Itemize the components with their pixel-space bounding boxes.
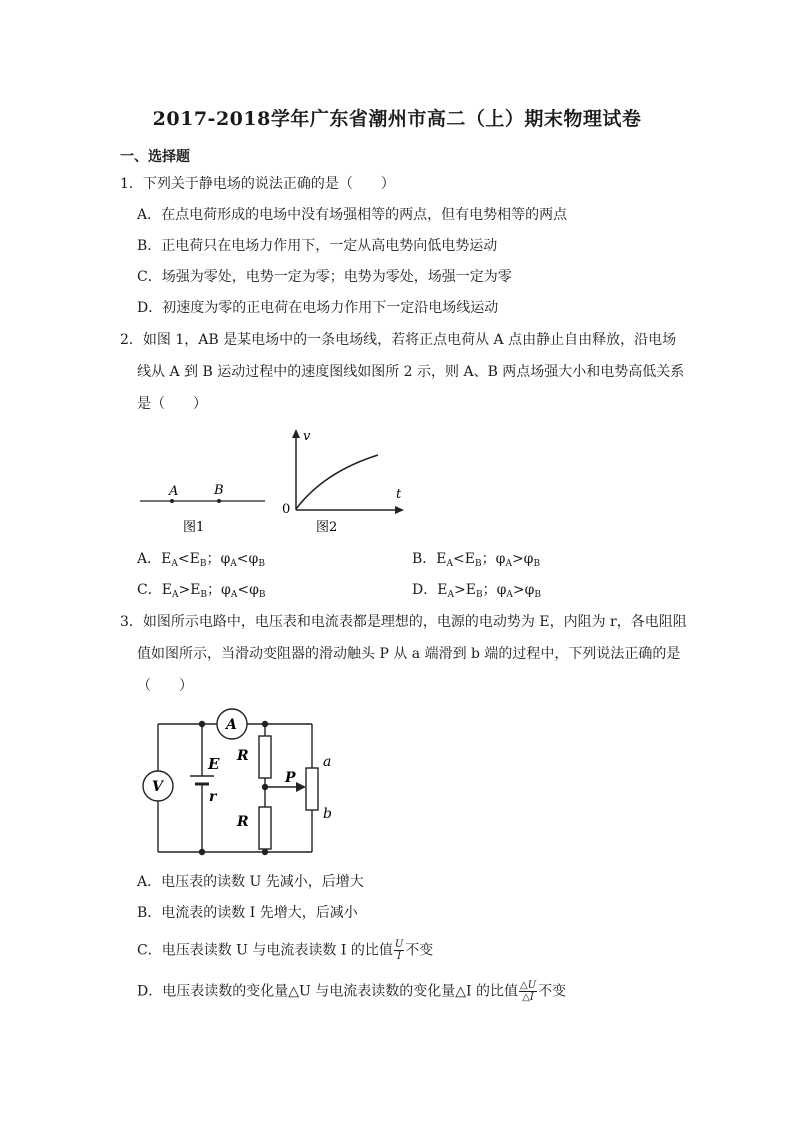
q2-stem-line2: 线从 A 到 B 运动过程中的速度图线如图所 2 示，则 A、B 两点场强大小和电势高低关系	[137, 364, 685, 380]
q3-circuit	[130, 700, 350, 865]
q2-stem-line3: 是（ ）	[137, 396, 207, 412]
resistor-bottom-label: R	[237, 814, 249, 830]
slider-label: P	[285, 770, 296, 786]
section-heading: 一、选择题	[120, 149, 190, 165]
q3-stem-line3: （ ）	[137, 678, 193, 694]
point-a-dot	[170, 499, 174, 503]
page-title: 2017-2018学年广东省潮州市高二（上）期末物理试卷	[152, 108, 642, 130]
q3-stem-line2: 值如图所示，当滑动变阻器的滑动触头 P 从 a 端滑到 b 端的过程中，下列说法正确的是	[137, 646, 681, 662]
q2-option-d: D．$E_A>E_B$；$\varphi_A>\varphi_B$	[412, 582, 542, 600]
resistor-top	[259, 736, 271, 778]
junction-dot	[199, 721, 205, 727]
q3-option-c: C．电压表读数 U 与电流表读数 I 的比值 $\frac{U}{I}$ 不变	[137, 939, 434, 962]
junction-dot	[199, 849, 205, 855]
ammeter-label: A	[226, 717, 237, 733]
x-axis-label: t	[396, 487, 402, 502]
q1-stem: 1．下列关于静电场的说法正确的是（ ）	[120, 176, 395, 192]
q1-option-a: A．在点电荷形成的电场中没有场强相等的两点，但有电势相等的两点	[137, 207, 568, 223]
fig2-caption: 图2	[316, 520, 338, 535]
q1-option-b: B．正电荷只在电场力作用下，一定从高电势向低电势运动	[137, 238, 498, 254]
junction-dot	[262, 849, 268, 855]
y-axis-label: v	[303, 429, 311, 444]
q2-figures	[130, 420, 430, 542]
end-a-label: a	[323, 754, 332, 770]
q2-stem-line1: 2．如图 1，AB 是某电场中的一条电场线，若将正点电荷从 A 点由静止自由释放，沿电场	[120, 332, 677, 348]
internal-resistance-label: r	[209, 789, 217, 805]
point-b-dot	[217, 499, 221, 503]
origin-label: 0	[282, 502, 291, 517]
q2-option-c: C．$E_A>E_B$；$\varphi_A<\varphi_B$	[137, 582, 266, 600]
q3-option-a: A．电压表的读数 U 先减小，后增大	[137, 874, 364, 890]
q2-option-b: B．$E_A<E_B$；$\varphi_A>\varphi_B$	[412, 551, 541, 569]
emf-label: E	[208, 755, 220, 773]
point-b-label: B	[214, 483, 224, 498]
ratio-delta-u-over-delta-i: $\frac{\triangle U}{\triangle I}$	[520, 980, 537, 1003]
q3-option-d: D．电压表读数的变化量△U 与电流表读数的变化量△I 的比值 $\frac{\triangle U}{\triangle I}$ 不变	[137, 980, 567, 1003]
velocity-curve	[296, 455, 378, 509]
point-a-label: A	[169, 484, 179, 499]
end-b-label: b	[323, 806, 332, 822]
y-axis-arrow-icon	[292, 429, 300, 438]
voltmeter-label: V	[152, 779, 163, 795]
junction-dot	[262, 721, 268, 727]
resistor-bottom	[259, 807, 271, 849]
slider-arrow-icon	[296, 782, 306, 792]
x-axis-arrow-icon	[395, 506, 404, 514]
resistor-top-label: R	[237, 748, 249, 764]
q3-option-b: B．电流表的读数 I 先增大，后减小	[137, 905, 358, 921]
junction-dot	[262, 784, 268, 790]
fig1-caption: 图1	[183, 520, 205, 535]
q1-option-c: C．场强为零处，电势一定为零；电势为零处，场强一定为零	[137, 269, 512, 285]
rheostat	[306, 768, 318, 810]
ratio-u-over-i: $\frac{U}{I}$	[394, 939, 404, 962]
q1-option-d: D．初速度为零的正电荷在电场力作用下一定沿电场线运动	[137, 300, 499, 316]
q3-stem-line1: 3．如图所示电路中，电压表和电流表都是理想的，电源的电动势为 E，内阻为 r，各电阻阻	[120, 614, 687, 630]
q2-option-a: A．$E_A<E_B$；$\varphi_A<\varphi_B$	[137, 551, 265, 569]
